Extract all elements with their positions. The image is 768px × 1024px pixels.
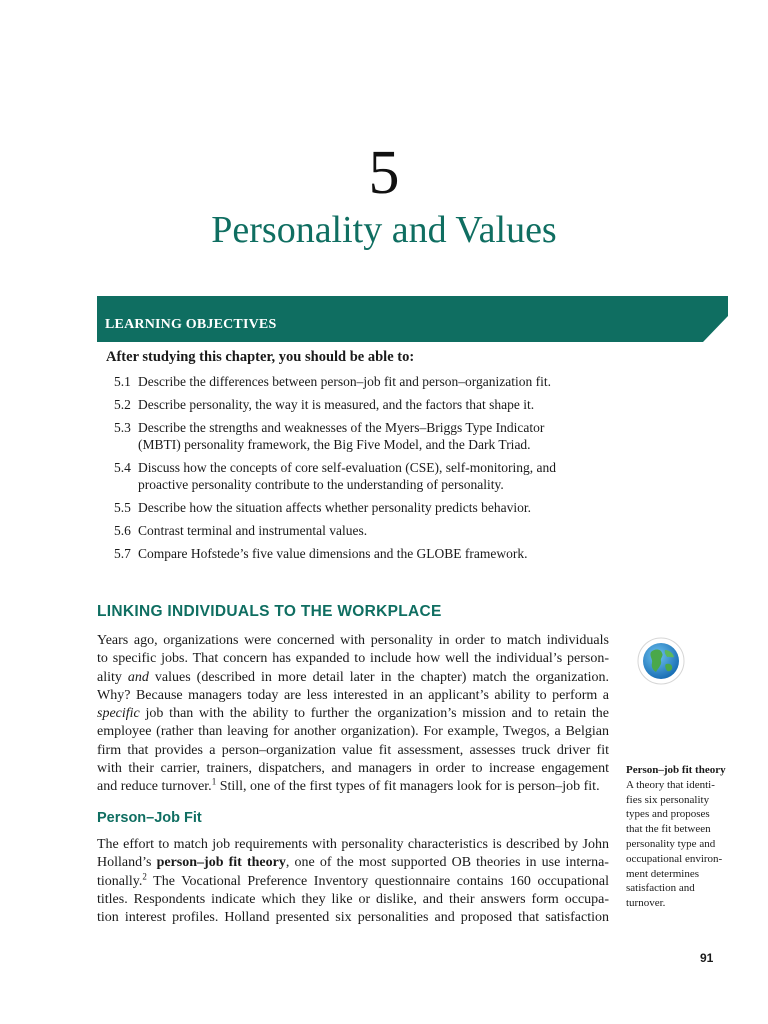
objective-item (114, 396, 534, 413)
paragraph-line: Why? Because managers today are less interested in an applicant’s ability to perform a (97, 687, 609, 703)
paragraph-line (97, 854, 609, 872)
italic-text: and (127, 669, 149, 685)
objective-text: Contrast terminal and instrumental values. (138, 523, 368, 538)
definition-line: satisfaction and (626, 882, 695, 895)
italic-text: specific (97, 706, 140, 722)
paragraph-line: employee (rather than leaving for another organization). For example, Twegos, a Belgian (97, 724, 609, 740)
paragraph-line (97, 870, 609, 891)
paragraph-line: with their carrier, trainers, dispatchers, and managers in order to increase engagement (97, 761, 609, 777)
objective-text: Describe how the situation affects whether personality predicts behavior. (138, 500, 532, 515)
objective-number: 5.1 (114, 374, 131, 389)
objective-item (114, 373, 551, 390)
definition-line: personality type and (626, 837, 716, 850)
footnote-ref[interactable]: 2 (142, 870, 147, 881)
definition-line: fies six personality (626, 793, 710, 806)
objective-number: 5.6 (114, 523, 131, 538)
text-run: and reduce turnover. (97, 779, 212, 795)
learning-objectives-banner (97, 296, 728, 342)
definition-line: A theory that identi- (626, 778, 715, 791)
objective-number: 5.2 (114, 397, 131, 412)
text-run: , one of the most supported OB theories in use interna- (285, 855, 609, 871)
text-run: Still, one of the first types of fit managers look for is person–job fit. (216, 779, 600, 795)
definition-line: occupational environ- (626, 852, 723, 865)
objective-item (114, 522, 367, 539)
objective-number: 5.5 (114, 500, 131, 515)
objective-item (114, 545, 528, 562)
paragraph-line: Years ago, organizations were concerned with personality in order to match individuals (97, 633, 609, 648)
learning-objectives-title: LEARNING OBJECTIVES (105, 317, 277, 332)
paragraph-line: to specific jobs. That concern has expanded to include how well the individual’s person- (97, 651, 609, 667)
objective-number: 5.7 (114, 546, 131, 561)
objective-text: Describe the strengths and weaknesses of the Myers–Briggs Type Indicator (138, 420, 545, 435)
subsection-heading: Person–Job Fit (97, 810, 202, 826)
text-run: values (described in more detail later in the chapter) match the organization. (148, 669, 609, 685)
learning-objectives-intro: After studying this chapter, you should be able to: (106, 349, 415, 365)
objective-text: Describe the differences between person–job fit and person–organization fit. (138, 374, 551, 389)
paragraph-line (97, 778, 609, 796)
chapter-number: 5 (368, 139, 400, 207)
definition-term: Person–job fit theory (626, 764, 726, 776)
body-paragraph-1 (97, 632, 609, 797)
objective-number: 5.4 (114, 460, 131, 475)
objective-number: 5.3 (114, 420, 131, 435)
paragraph-line: tion interest profiles. Holland presented six personalities and proposed that satisfaction (97, 910, 609, 926)
paragraph-line: The effort to match job requirements with personality characteristics is described by John (97, 837, 609, 852)
definition-line: that the fit between (626, 823, 711, 836)
text-run: Holland’s (97, 855, 157, 871)
text-run: The Vocational Preference Inventory questionnaire contains 160 occupational (146, 873, 609, 889)
objective-text: Describe personality, the way it is measured, and the factors that shape it. (138, 397, 535, 412)
objective-item (114, 459, 556, 493)
paragraph-line (97, 705, 609, 723)
chapter-title: Personality and Values (211, 209, 557, 251)
key-term: person–job fit theory (156, 855, 286, 871)
objective-item (114, 499, 531, 516)
globe-icon (637, 637, 685, 685)
footnote-ref[interactable]: 1 (211, 776, 217, 787)
objective-text-continued: (MBTI) personality framework, the Big Five Model, and the Dark Triad. (138, 437, 531, 452)
page-number: 91 (700, 951, 714, 965)
text-run: ality (97, 669, 128, 685)
objective-item (114, 419, 544, 453)
text-run: tionally. (97, 873, 143, 889)
objective-text-continued: proactive personality contribute to the understanding of personality. (138, 477, 504, 492)
margin-definition (626, 763, 736, 911)
paragraph-line: titles. Respondents indicate which they like or dislike, and their answers form occupa- (97, 891, 609, 907)
text-run: job than with the ability to further the organization’s mission and to retain the (139, 706, 609, 722)
definition-line: turnover. (626, 897, 666, 910)
paragraph-line (97, 669, 609, 687)
paragraph-line: firm that provides a person–organization value fit assessment, assesses truck driver fit (97, 742, 609, 758)
body-paragraph-2 (97, 836, 609, 927)
section-heading: LINKING INDIVIDUALS TO THE WORKPLACE (97, 603, 442, 620)
definition-line: ment determines (626, 867, 700, 880)
objective-text: Compare Hofstede’s five value dimensions and the GLOBE framework. (138, 546, 528, 561)
definition-line: types and proposes (626, 808, 710, 821)
objective-text: Discuss how the concepts of core self-evaluation (CSE), self-monitoring, and (138, 460, 557, 475)
